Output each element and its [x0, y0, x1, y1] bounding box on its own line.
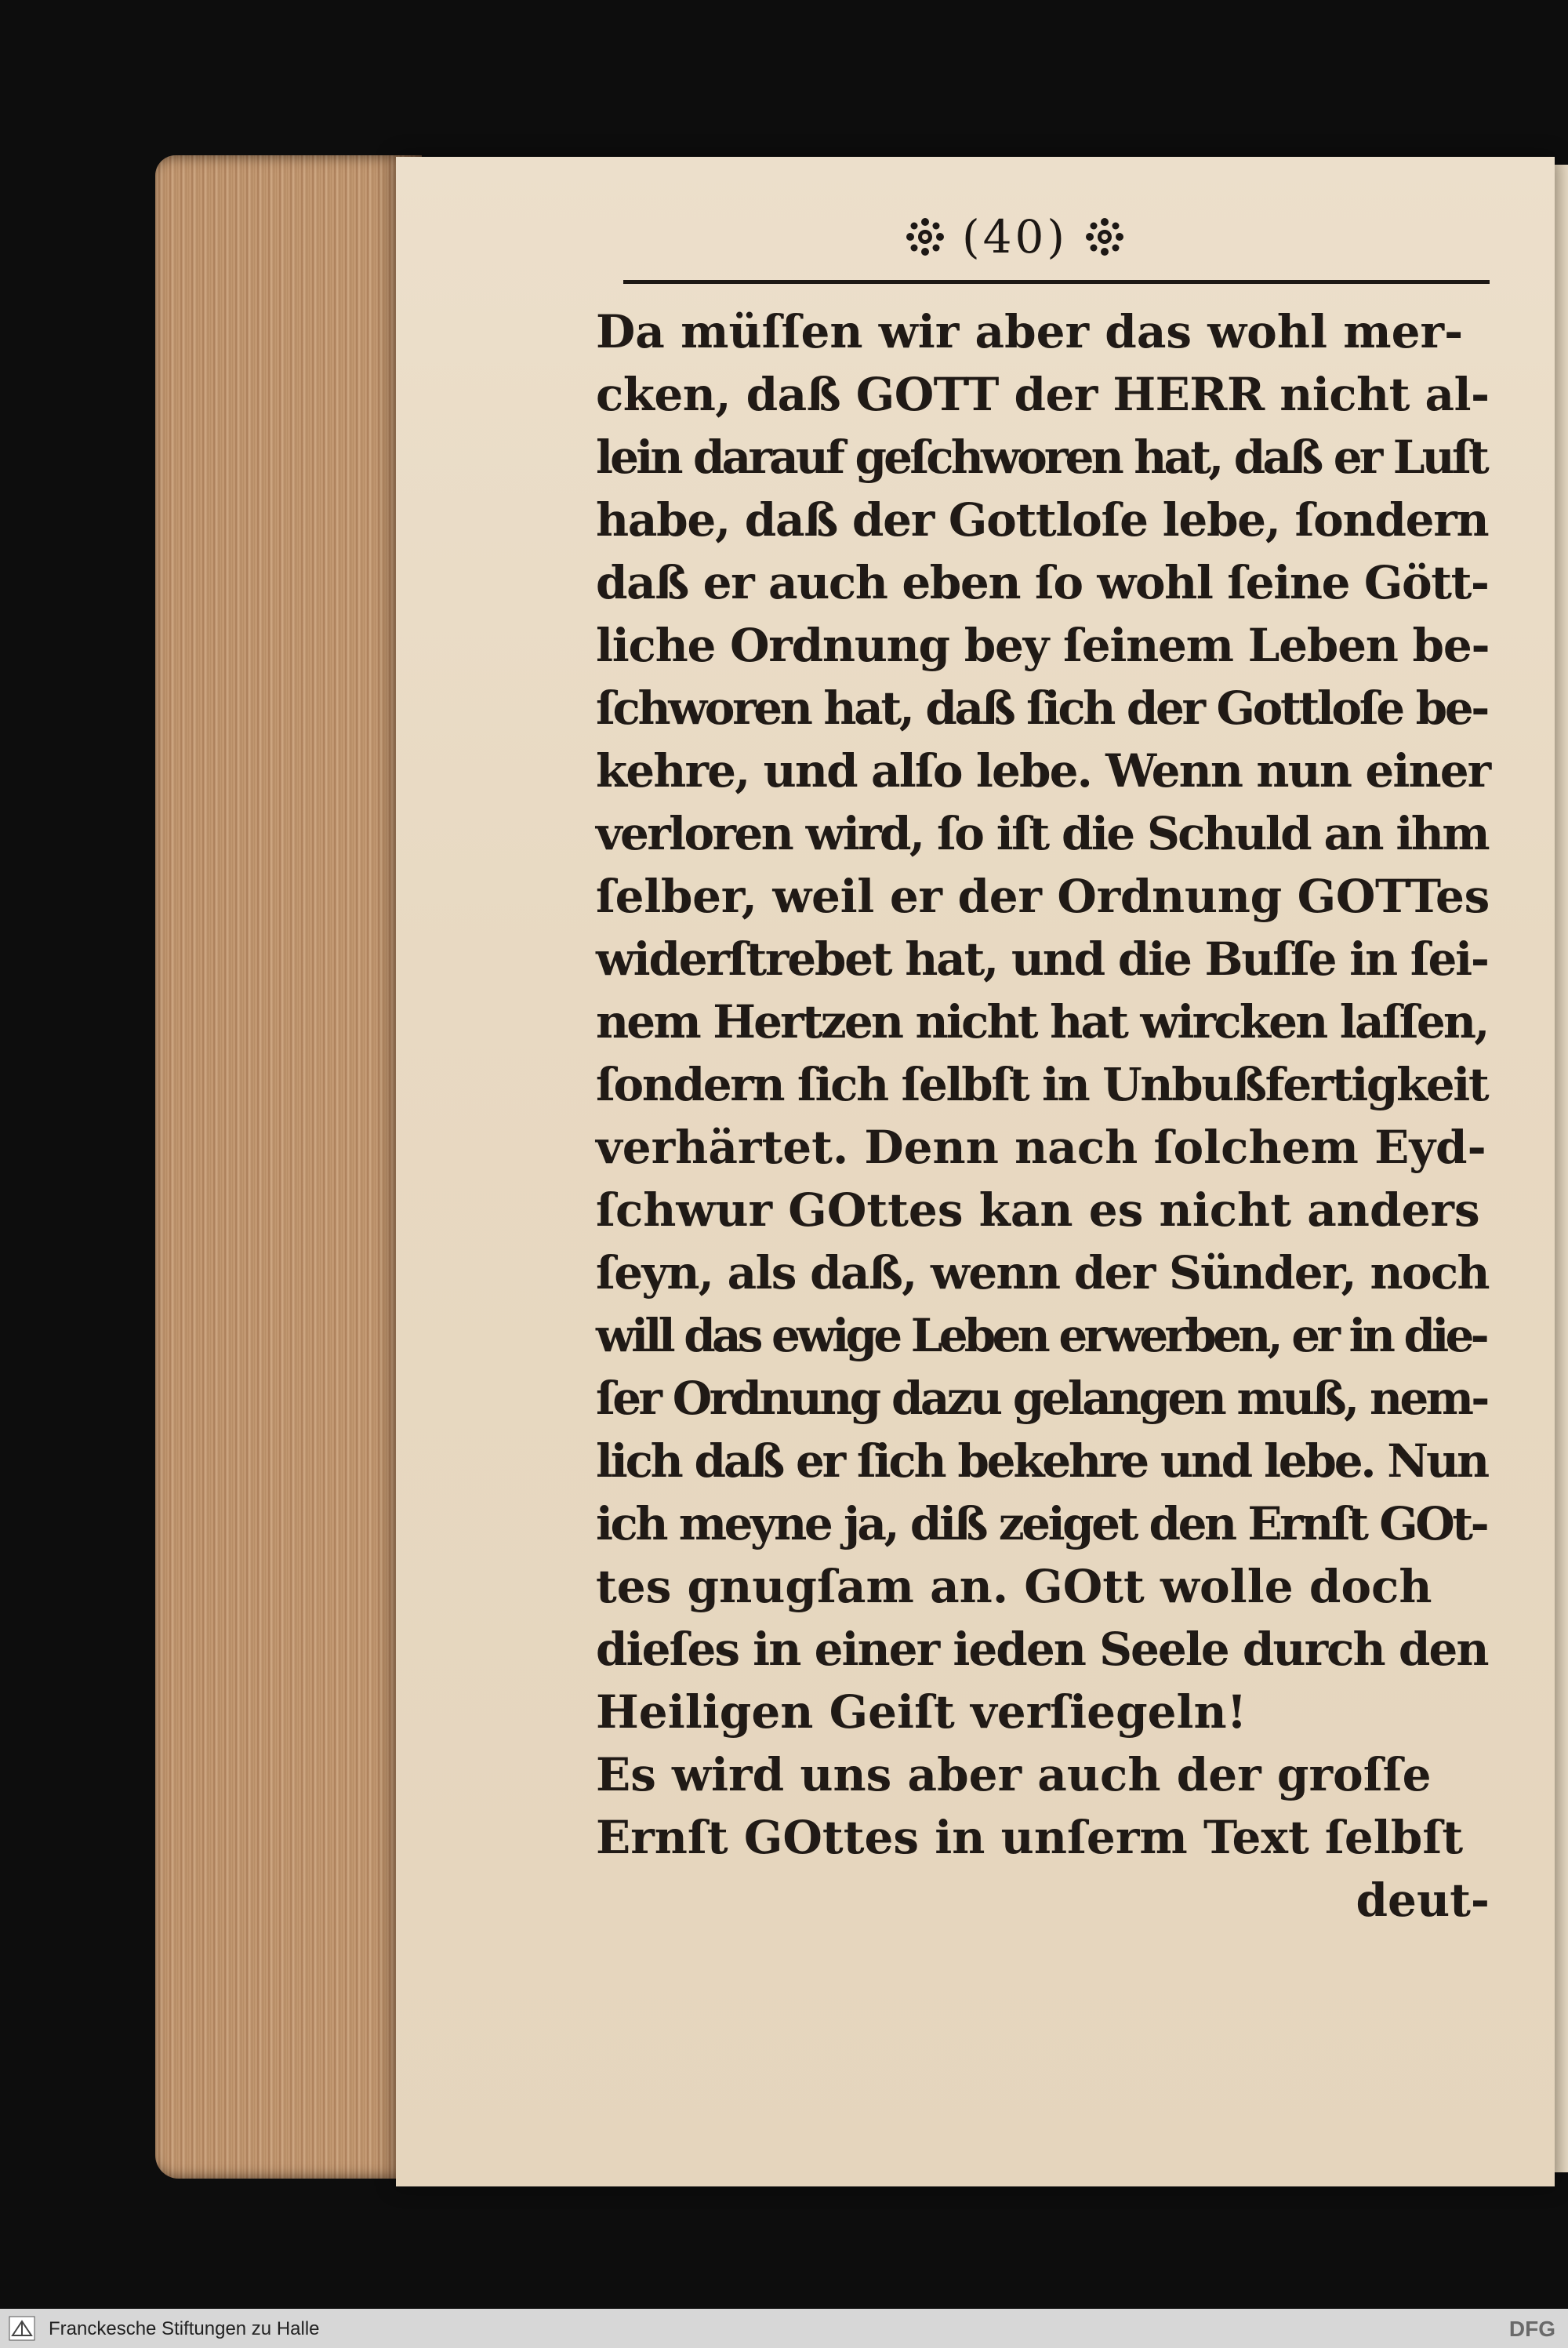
text-line: Da müſſen wir aber das wohl mer-	[596, 305, 1464, 358]
text-line: cken, daß GOTT der HERR nicht al-	[596, 368, 1490, 421]
dfg-logo: DFG	[1508, 2317, 1555, 2341]
text-line: will das ewige Leben erwerben, er in die-	[596, 1309, 1486, 1362]
text-line: verloren wird, ſo iſt die Schuld an ihm	[596, 807, 1488, 860]
text-line: ſer Ordnung dazu gelangen muß, nem-	[596, 1372, 1487, 1425]
text-line: ſondern ſich ſelbſt in Unbußfertigkeit	[596, 1058, 1488, 1111]
show-through-text	[541, 337, 588, 1906]
text-line: ſeyn, als daß, wenn der Sünder, noch	[596, 1246, 1489, 1299]
text-line: Heiligen Geiſt verſiegeln!	[596, 1685, 1247, 1739]
header-rule	[623, 280, 1490, 284]
text-line: dieſes in einer ieden Seele durch den	[596, 1623, 1488, 1676]
text-line: daß er auch eben ſo wohl ſeine Gött-	[596, 556, 1489, 609]
text-line: lein darauf geſchworen hat, daß er Luſt	[596, 431, 1486, 484]
text-line: liche Ordnung bey ſeinem Leben be-	[596, 619, 1490, 672]
flower-ornament-icon	[906, 217, 945, 256]
text-line: habe, daß der Gottloſe lebe, ſondern	[596, 493, 1489, 547]
text-line: ſelber, weil er der Ordnung GOTTes	[596, 870, 1490, 923]
catchword: deut-	[1356, 1874, 1490, 1927]
text-line: Es wird uns aber auch der groſſe	[596, 1748, 1432, 1801]
text-line: lich daß er ſich bekehre und lebe. Nun	[596, 1434, 1487, 1488]
text-line: nem Hertzen nicht hat wircken laſſen,	[596, 995, 1488, 1049]
text-line: ich meyne ja, diß zeiget den Ernſt GOt-	[596, 1497, 1487, 1550]
flower-ornament-icon	[1085, 217, 1124, 256]
text-line: kehre, und alſo lebe. Wenn nun einer	[596, 744, 1490, 798]
text-line: widerſtrebet hat, und die Buſſe in ſei-	[596, 932, 1488, 986]
footer-bar	[0, 2309, 1568, 2348]
text-line: Ernſt GOttes in unſerm Text ſelbſt	[596, 1811, 1464, 1864]
text-line: ſchworen hat, daß ſich der Gottloſe be-	[596, 682, 1487, 735]
body-text	[596, 290, 1490, 1937]
page-number: (40)	[962, 210, 1069, 264]
text-line: tes gnugſam an. GOtt wolle doch	[596, 1560, 1432, 1613]
text-line: ſchwur GOttes kan es nicht anders	[596, 1183, 1480, 1237]
page-header	[396, 205, 1555, 268]
book-fore-edge	[155, 155, 422, 2179]
institution-logo-icon	[8, 2315, 36, 2342]
text-line: verhärtet. Denn nach ſolchem Eyd-	[596, 1121, 1486, 1174]
institution-name: Franckesche Stiftungen zu Halle	[49, 2318, 320, 2339]
